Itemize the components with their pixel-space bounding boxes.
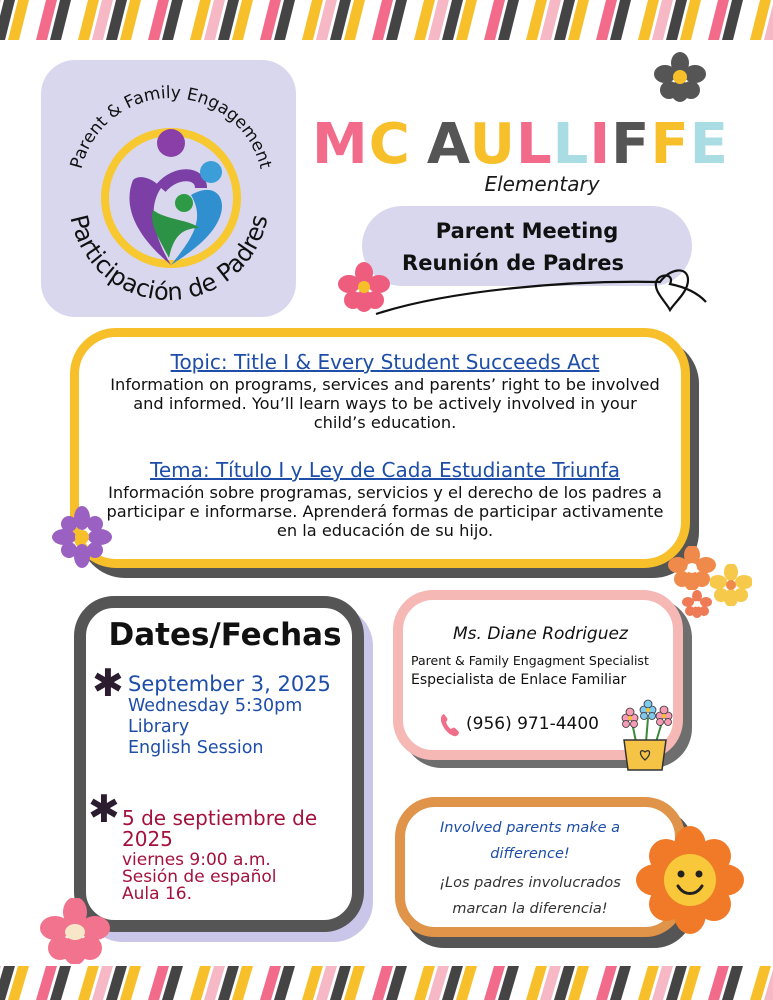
english-session-location: Library — [128, 717, 190, 737]
family-engagement-logo — [41, 60, 296, 317]
phone-icon — [439, 712, 461, 738]
school-subtitle: Elementary — [484, 172, 600, 196]
svg-text:Parent & Family Engagement — [67, 83, 276, 171]
yellow-flower-icon — [710, 564, 752, 606]
bottom-stripe-border — [0, 966, 773, 1000]
smiley-flower-icon — [636, 826, 744, 934]
orange-flower-icon — [668, 546, 716, 590]
title-letter: M — [312, 112, 369, 177]
meeting-title-en: Parent Meeting — [435, 219, 619, 243]
english-session-time: Wednesday 5:30pm — [128, 696, 303, 716]
school-title — [312, 110, 742, 180]
spanish-session-time: viernes 9:00 a.m. — [122, 850, 271, 870]
top-stripe-border — [0, 0, 773, 40]
quote-line-3: ¡Los padres involucrados — [439, 875, 621, 891]
title-letter: C — [368, 112, 411, 177]
logo-top-text: Parent & Family Engagement — [66, 82, 276, 171]
dates-title: Dates/Fechas — [108, 617, 342, 653]
topic-body-en: Information on programs, services and parents’ right to be involved and informed. You’ll learn ways to be actively involved in your child’s education. — [110, 375, 660, 432]
quote-line-2: difference! — [490, 846, 570, 862]
title-letter: I — [589, 112, 612, 177]
meeting-title-es: Reunión de Padres — [402, 251, 624, 275]
title-word-mc — [312, 112, 411, 177]
title-letter: F — [611, 112, 651, 177]
title-letter: L — [515, 112, 553, 177]
contact-phone: (956) 971-4400 — [466, 714, 599, 734]
title-letter: F — [650, 112, 690, 177]
gray-flower-icon — [652, 52, 708, 102]
small-orange-flower-icon — [682, 590, 712, 618]
topic-heading-es: Tema: Título I y Ley de Cada Estudiante Triunfa — [150, 458, 620, 482]
title-letter: A — [426, 112, 470, 177]
english-session-label: English Session — [128, 738, 264, 758]
purple-flower-icon — [52, 506, 112, 568]
contact-role-es: Especialista de Enlace Familiar — [411, 672, 627, 688]
title-word-aulliffe — [427, 112, 729, 177]
pink-flower-icon — [337, 262, 391, 312]
pink-flower-bottom-icon — [40, 898, 110, 964]
topic-body-es: Información sobre programas, servicios y el derecho de los padres a participar e informarse. Aprenderá formas de participar activamente en la educación de su hijo. — [106, 483, 664, 540]
title-letter: E — [689, 112, 729, 177]
title-letter: U — [469, 112, 516, 177]
spanish-session-date: 5 de septiembre de 2025 — [122, 806, 318, 851]
title-letter: L — [552, 112, 590, 177]
flower-pot-icon — [612, 698, 678, 772]
topic-heading-en: Topic: Title I & Every Student Succeeds Act — [170, 350, 600, 374]
heart-swoosh-decoration — [370, 250, 730, 330]
logo-bottom-text: Participación de Padres — [64, 212, 274, 307]
quote-line-1: Involved parents make a — [439, 820, 621, 836]
quote-line-4: marcan la diferencia! — [452, 901, 608, 917]
family-heart-icon — [105, 129, 237, 265]
contact-role-en: Parent & Family Engagment Specialist — [411, 653, 649, 668]
english-session-date: September 3, 2025 — [128, 672, 331, 696]
asterisk-icon: ✱ — [92, 661, 124, 705]
spanish-session-label: Sesión de español — [122, 867, 277, 887]
asterisk-icon: ✱ — [88, 787, 120, 831]
contact-name: Ms. Diane Rodriguez — [453, 624, 628, 644]
spanish-session-location: Aula 16. — [122, 884, 192, 904]
